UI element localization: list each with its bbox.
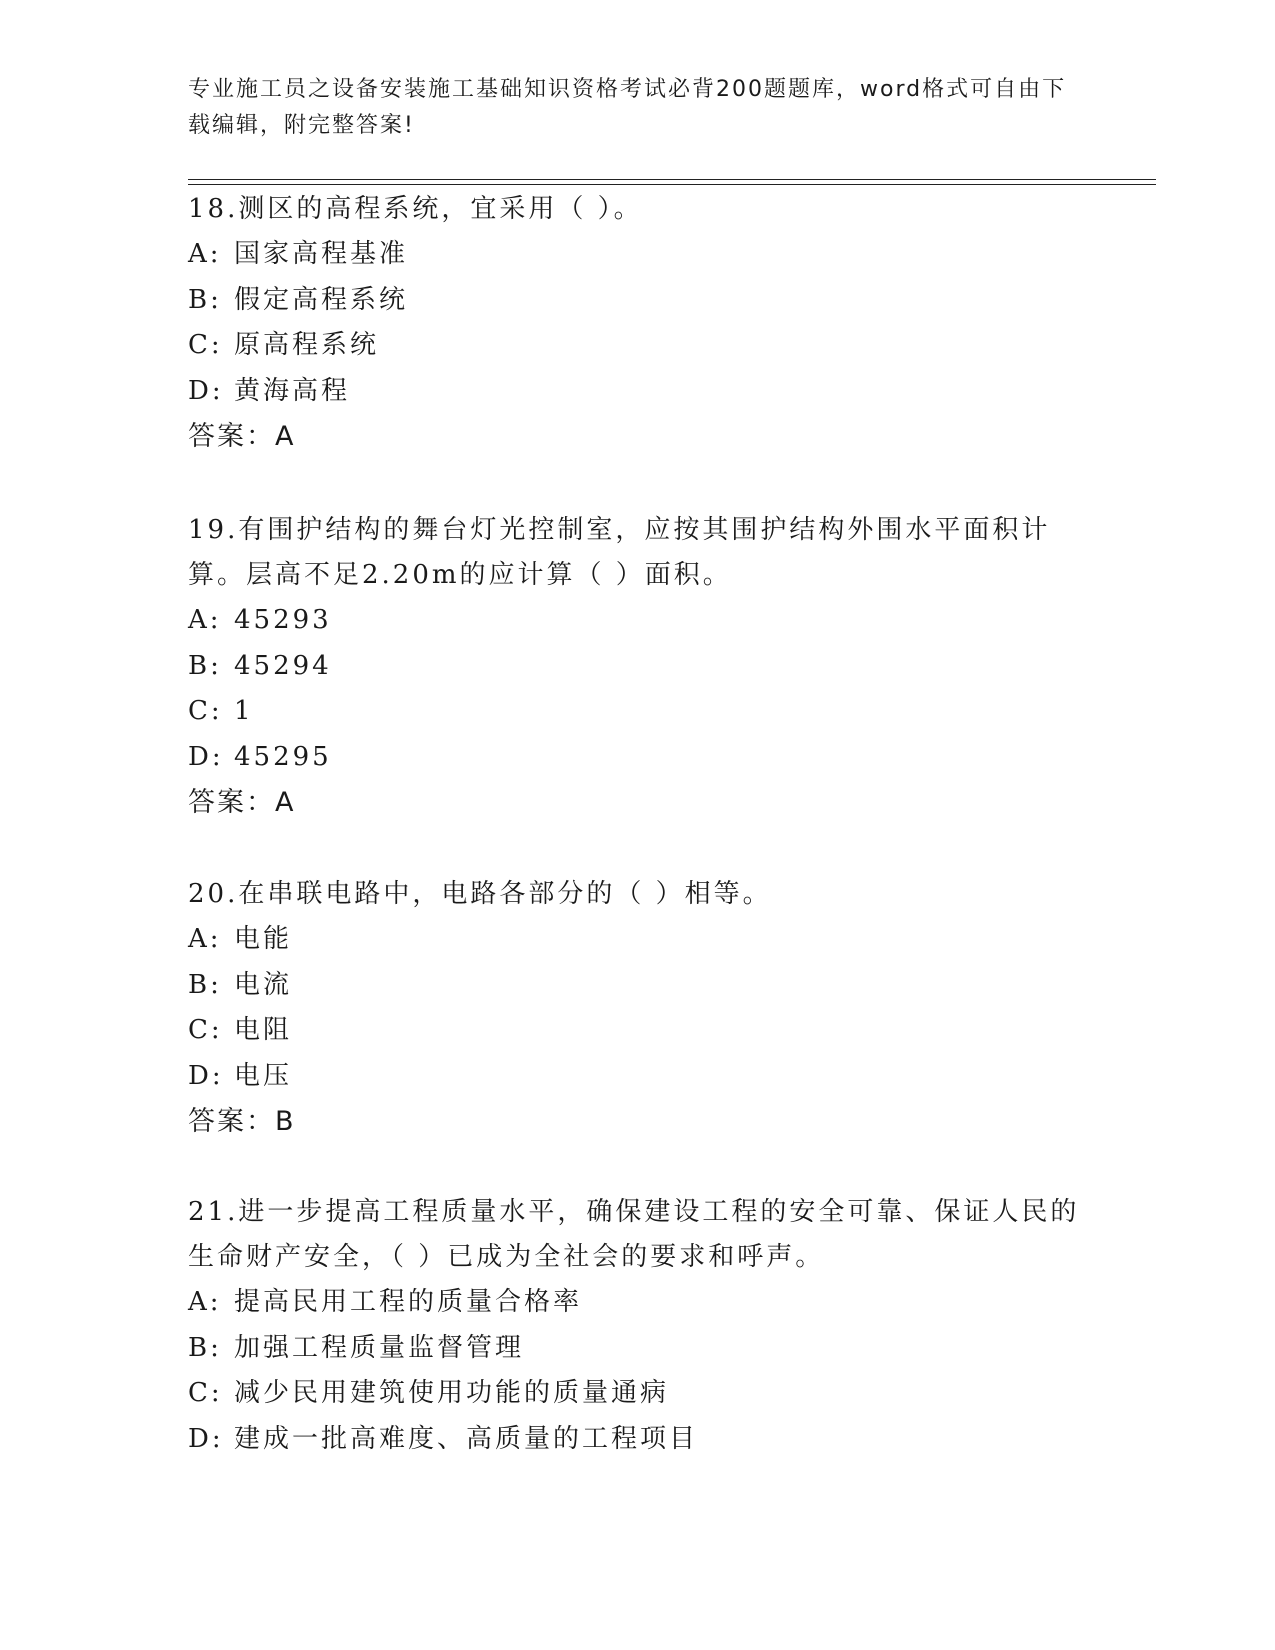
option-text: 黄海高程 xyxy=(234,375,351,406)
option-d xyxy=(188,369,1088,415)
option-c xyxy=(188,1371,1088,1417)
question-text: 18.测区的高程系统，宜采用（ ）。 xyxy=(188,194,643,224)
option-text: 45295 xyxy=(234,741,332,772)
option-key: D: xyxy=(188,1060,224,1091)
option-a xyxy=(188,232,1088,278)
option-key: A: xyxy=(188,924,222,954)
answer-line: 答案：A xyxy=(188,421,296,452)
question-text: 21.进一步提高工程质量水平，确保建设工程的安全可靠、保证人民的生命财产安全，（ ）已成为全社会的要求和呼声。 xyxy=(188,1197,1080,1272)
option-text: 减少民用建筑使用功能的质量通病 xyxy=(234,1378,670,1408)
option-c xyxy=(188,323,1088,369)
option-text: 国家高程基准 xyxy=(234,239,409,269)
option-key: A: xyxy=(188,605,222,635)
option-d xyxy=(188,735,1088,781)
option-text: 电能 xyxy=(234,924,293,954)
option-key: A: xyxy=(188,239,222,269)
option-b xyxy=(188,1326,1088,1372)
option-c xyxy=(188,1008,1088,1054)
option-b xyxy=(188,644,1088,690)
option-d xyxy=(188,1417,1088,1463)
option-key: B: xyxy=(188,284,222,315)
option-c xyxy=(188,689,1088,735)
option-key: A: xyxy=(188,1287,222,1317)
option-key: D: xyxy=(188,741,224,772)
header-divider-line xyxy=(188,179,1156,180)
option-key: B: xyxy=(188,969,222,1000)
option-key: C: xyxy=(188,330,223,360)
option-key: D: xyxy=(188,375,224,406)
option-text: 电阻 xyxy=(234,1015,293,1045)
option-b xyxy=(188,278,1088,324)
option-text: 1 xyxy=(234,696,254,726)
option-text: 电压 xyxy=(234,1060,293,1091)
document-header: 专业施工员之设备安装施工基础知识资格考试必背200题题库，word格式可自由下载编辑，附完整答案! xyxy=(188,77,1067,138)
option-b xyxy=(188,963,1088,1009)
option-text: 提高民用工程的质量合格率 xyxy=(234,1287,583,1317)
option-key: C: xyxy=(188,696,223,726)
question-21 xyxy=(188,1190,1088,1462)
option-text: 建成一批高难度、高质量的工程项目 xyxy=(234,1423,699,1454)
option-text: 电流 xyxy=(234,969,293,1000)
option-key: D: xyxy=(188,1423,224,1454)
question-18 xyxy=(188,187,1088,459)
option-text: 45294 xyxy=(234,650,332,681)
option-key: B: xyxy=(188,1332,222,1363)
option-text: 原高程系统 xyxy=(234,330,380,360)
option-d xyxy=(188,1054,1088,1100)
answer-line: 答案：B xyxy=(188,1106,296,1137)
option-key: C: xyxy=(188,1015,223,1045)
option-a xyxy=(188,598,1088,644)
option-text: 45293 xyxy=(234,605,332,635)
option-key: C: xyxy=(188,1378,223,1408)
answer-line: 答案：A xyxy=(188,787,296,818)
question-20 xyxy=(188,872,1088,1144)
option-text: 加强工程质量监督管理 xyxy=(234,1332,525,1363)
option-text: 假定高程系统 xyxy=(234,284,409,315)
question-text: 20.在串联电路中，电路各部分的（ ）相等。 xyxy=(188,879,772,909)
header-divider-line xyxy=(188,184,1156,185)
question-19 xyxy=(188,508,1088,825)
option-a xyxy=(188,1280,1088,1326)
option-a xyxy=(188,917,1088,963)
option-key: B: xyxy=(188,650,222,681)
question-text: 19.有围护结构的舞台灯光控制室，应按其围护结构外围水平面积计算。层高不足2.20m的应计算（ ）面积。 xyxy=(188,515,1051,590)
